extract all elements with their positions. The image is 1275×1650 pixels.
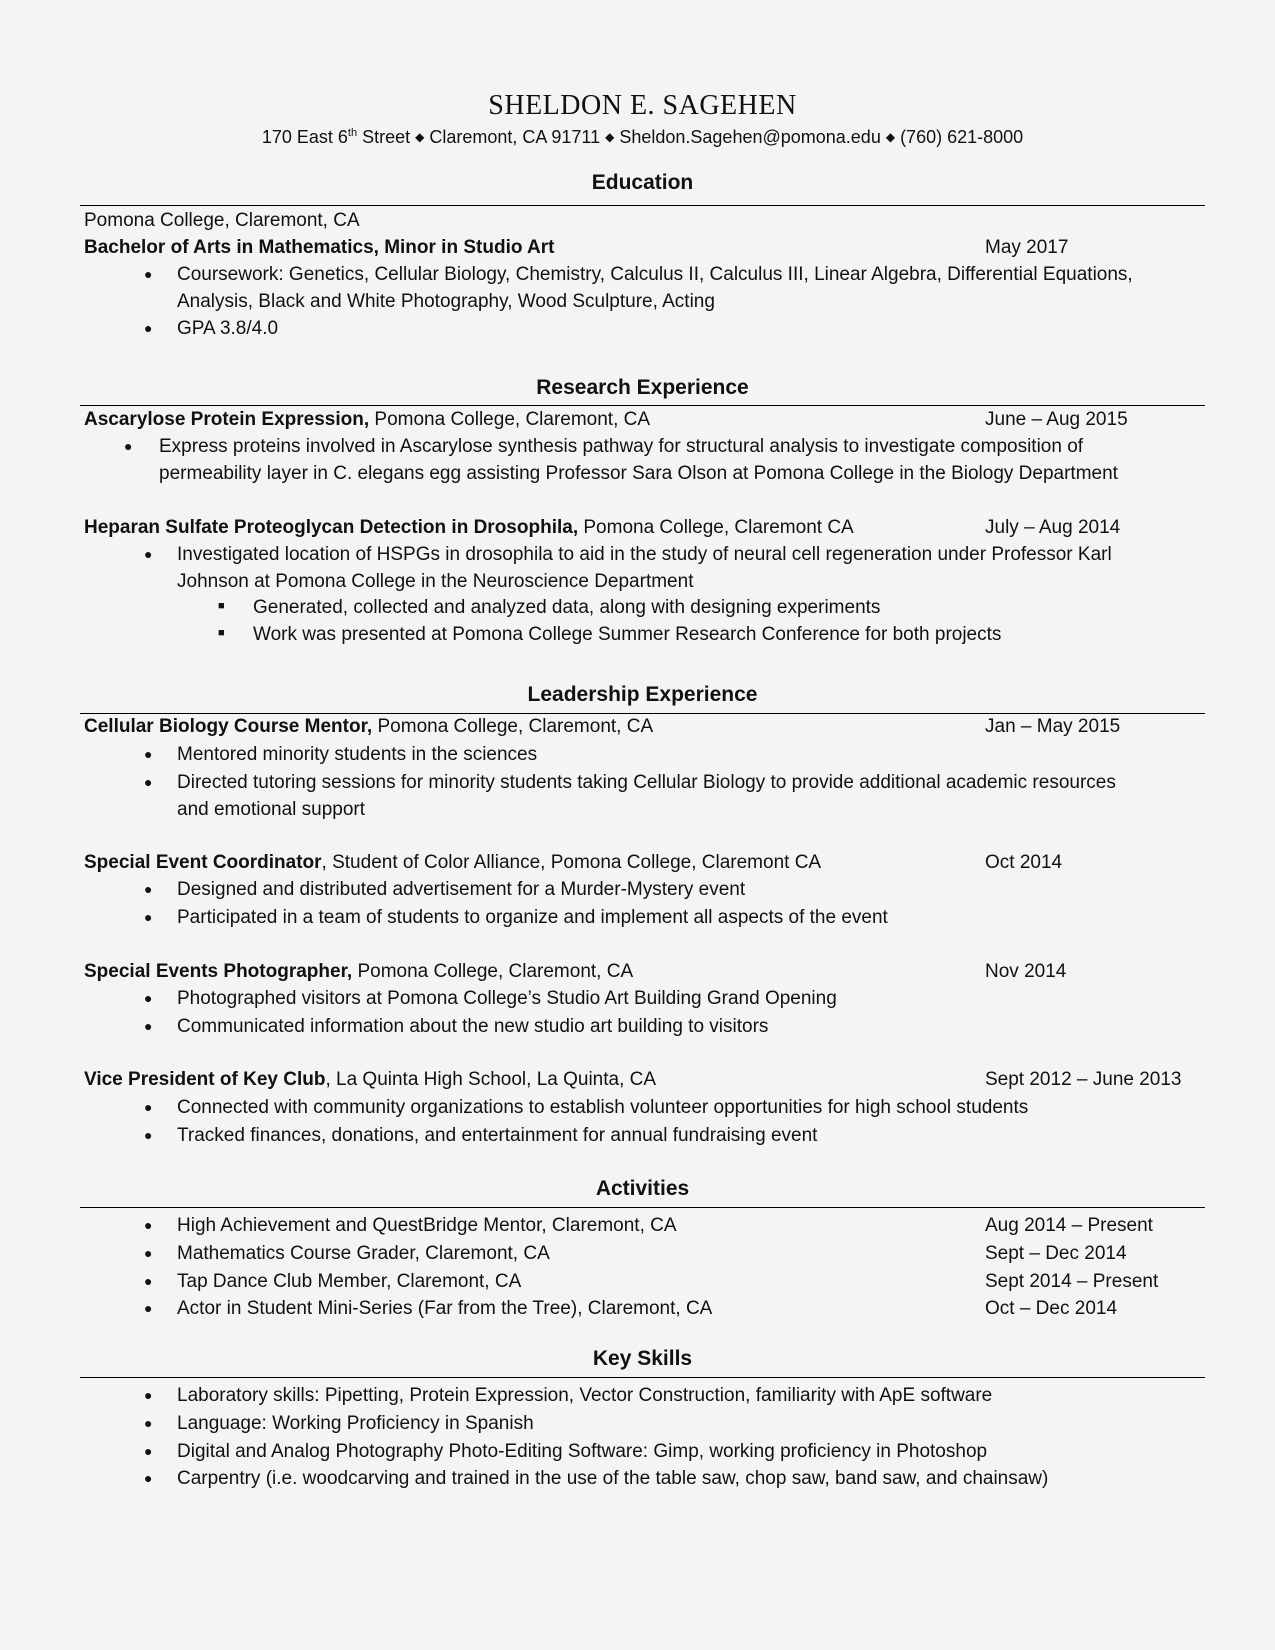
skill-item: Language: Working Proficiency in Spanish bbox=[177, 1413, 534, 1434]
square-bullet-icon: ■ bbox=[218, 600, 225, 612]
research-job-1-bullet-cont: permeability layer in C. elegans egg assisting Professor Sara Olson at Pomona College in the Biology Department bbox=[159, 463, 1118, 484]
research-job-1-date: June – Aug 2015 bbox=[985, 409, 1128, 430]
city: Claremont, CA 91711 bbox=[429, 127, 601, 147]
leadership-job-4-date: Sept 2012 – June 2013 bbox=[985, 1069, 1182, 1090]
education-school: Pomona College, Claremont, CA bbox=[84, 210, 360, 231]
contact-line bbox=[0, 128, 1275, 146]
education-gpa: GPA 3.8/4.0 bbox=[177, 318, 279, 339]
skill-item: Carpentry (i.e. woodcarving and trained in the use of the table saw, chop saw, band saw, and chainsaw) bbox=[177, 1468, 1049, 1489]
research-job-2-bullet-cont: Johnson at Pomona College in the Neuroscience Department bbox=[177, 571, 694, 592]
bullet-icon: ● bbox=[144, 1127, 153, 1143]
research-job-2-heading: Heparan Sulfate Proteoglycan Detection in Drosophila, Pomona College, Claremont CA bbox=[84, 517, 854, 538]
bullet-icon: ● bbox=[144, 546, 153, 562]
bullet-icon: ● bbox=[144, 746, 153, 762]
address: 170 East 6th Street bbox=[261, 127, 411, 147]
leadership-job-1-bullet-2: Directed tutoring sessions for minority students taking Cellular Biology to provide additional academic resources bbox=[177, 772, 1116, 793]
activity-item: Mathematics Course Grader, Claremont, CA bbox=[177, 1243, 550, 1264]
bullet-icon: ● bbox=[144, 1300, 153, 1316]
bullet-icon: ● bbox=[144, 881, 153, 897]
bullet-icon: ● bbox=[144, 1470, 153, 1486]
leadership-job-1-heading: Cellular Biology Course Mentor, Pomona College, Claremont, CA bbox=[84, 716, 654, 737]
bullet-icon: ● bbox=[144, 1099, 153, 1115]
leadership-job-3-date: Nov 2014 bbox=[985, 961, 1067, 982]
education-degree: Bachelor of Arts in Mathematics, Minor in Studio Art bbox=[84, 237, 555, 258]
diamond-separator-icon: ◆ bbox=[605, 130, 615, 144]
research-job-2-date: July – Aug 2014 bbox=[985, 517, 1121, 538]
skill-item: Digital and Analog Photography Photo-Editing Software: Gimp, working proficiency in Photoshop bbox=[177, 1441, 988, 1462]
bullet-icon: ● bbox=[144, 1245, 153, 1261]
section-rule bbox=[80, 205, 1205, 206]
section-title-education: Education bbox=[591, 171, 694, 194]
section-rule bbox=[80, 713, 1205, 714]
education-coursework-cont: Analysis, Black and White Photography, Wood Sculpture, Acting bbox=[177, 291, 715, 312]
bullet-icon: ● bbox=[144, 1415, 153, 1431]
activity-date: Oct – Dec 2014 bbox=[985, 1298, 1118, 1319]
leadership-job-2-bullet-2: Participated in a team of students to organize and implement all aspects of the event bbox=[177, 907, 888, 928]
leadership-job-3-bullet-1: Photographed visitors at Pomona College’s Studio Art Building Grand Opening bbox=[177, 988, 837, 1009]
education-coursework: Coursework: Genetics, Cellular Biology, Chemistry, Calculus II, Calculus III, Linear Algebra, Differential Equations, bbox=[177, 264, 1133, 285]
leadership-job-1-bullet-1: Mentored minority students in the sciences bbox=[177, 744, 538, 765]
research-job-2-subbullet-1: Generated, collected and analyzed data, along with designing experiments bbox=[253, 597, 881, 618]
leadership-job-3-bullet-2: Communicated information about the new studio art building to visitors bbox=[177, 1016, 769, 1037]
bullet-icon: ● bbox=[144, 774, 153, 790]
bullet-icon: ● bbox=[144, 1443, 153, 1459]
section-rule bbox=[80, 1207, 1205, 1208]
bullet-icon: ● bbox=[144, 1217, 153, 1233]
square-bullet-icon: ■ bbox=[218, 627, 225, 639]
bullet-icon: ● bbox=[144, 1387, 153, 1403]
bullet-icon: ● bbox=[144, 1273, 153, 1289]
activity-date: Aug 2014 – Present bbox=[985, 1215, 1153, 1236]
diamond-separator-icon: ◆ bbox=[415, 130, 425, 144]
leadership-job-4-bullet-2: Tracked finances, donations, and entertainment for annual fundraising event bbox=[177, 1125, 818, 1146]
activity-item: Actor in Student Mini-Series (Far from the Tree), Claremont, CA bbox=[177, 1298, 713, 1319]
leadership-job-3-heading: Special Events Photographer, Pomona College, Claremont, CA bbox=[84, 961, 634, 982]
section-rule bbox=[80, 1377, 1205, 1378]
research-job-1-heading: Ascarylose Protein Expression, Pomona College, Claremont, CA bbox=[84, 409, 651, 430]
research-job-2-bullet: Investigated location of HSPGs in drosophila to aid in the study of neural cell regeneration under Professor Karl bbox=[177, 544, 1112, 565]
leadership-job-2-date: Oct 2014 bbox=[985, 852, 1063, 873]
activity-date: Sept – Dec 2014 bbox=[985, 1243, 1127, 1264]
section-rule bbox=[80, 405, 1205, 406]
section-title-leadership: Leadership Experience bbox=[527, 683, 758, 706]
research-job-2-subbullet-2: Work was presented at Pomona College Summer Research Conference for both projects bbox=[253, 624, 1002, 645]
leadership-job-4-bullet-1: Connected with community organizations to establish volunteer opportunities for high school students bbox=[177, 1097, 1029, 1118]
leadership-job-2-heading: Special Event Coordinator, Student of Color Alliance, Pomona College, Claremont CA bbox=[84, 852, 822, 873]
candidate-name: SHELDON E. SAGEHEN bbox=[488, 90, 797, 121]
skill-item: Laboratory skills: Pipetting, Protein Expression, Vector Construction, familiarity with ApE software bbox=[177, 1385, 993, 1406]
leadership-job-4-heading: Vice President of Key Club, La Quinta High School, La Quinta, CA bbox=[84, 1069, 657, 1090]
leadership-job-1-date: Jan – May 2015 bbox=[985, 716, 1121, 737]
section-title-skills: Key Skills bbox=[592, 1347, 693, 1370]
leadership-job-2-bullet-1: Designed and distributed advertisement for a Murder-Mystery event bbox=[177, 879, 746, 900]
bullet-icon: ● bbox=[144, 320, 153, 336]
activity-item: High Achievement and QuestBridge Mentor, Claremont, CA bbox=[177, 1215, 677, 1236]
bullet-icon: ● bbox=[144, 909, 153, 925]
activity-date: Sept 2014 – Present bbox=[985, 1271, 1159, 1292]
section-title-activities: Activities bbox=[595, 1177, 690, 1200]
bullet-icon: ● bbox=[144, 266, 153, 282]
email: Sheldon.Sagehen@pomona.edu bbox=[619, 127, 881, 147]
research-job-1-bullet: Express proteins involved in Ascarylose synthesis pathway for structural analysis to investigate composition of bbox=[159, 436, 1084, 457]
education-date: May 2017 bbox=[985, 237, 1069, 258]
bullet-icon: ● bbox=[144, 1018, 153, 1034]
diamond-separator-icon: ◆ bbox=[885, 130, 896, 144]
bullet-icon: ● bbox=[124, 438, 133, 454]
activity-item: Tap Dance Club Member, Claremont, CA bbox=[177, 1271, 522, 1292]
section-title-research: Research Experience bbox=[536, 376, 749, 399]
leadership-job-1-bullet-2-cont: and emotional support bbox=[177, 799, 366, 820]
bullet-icon: ● bbox=[144, 990, 153, 1006]
phone: (760) 621-8000 bbox=[900, 127, 1024, 147]
